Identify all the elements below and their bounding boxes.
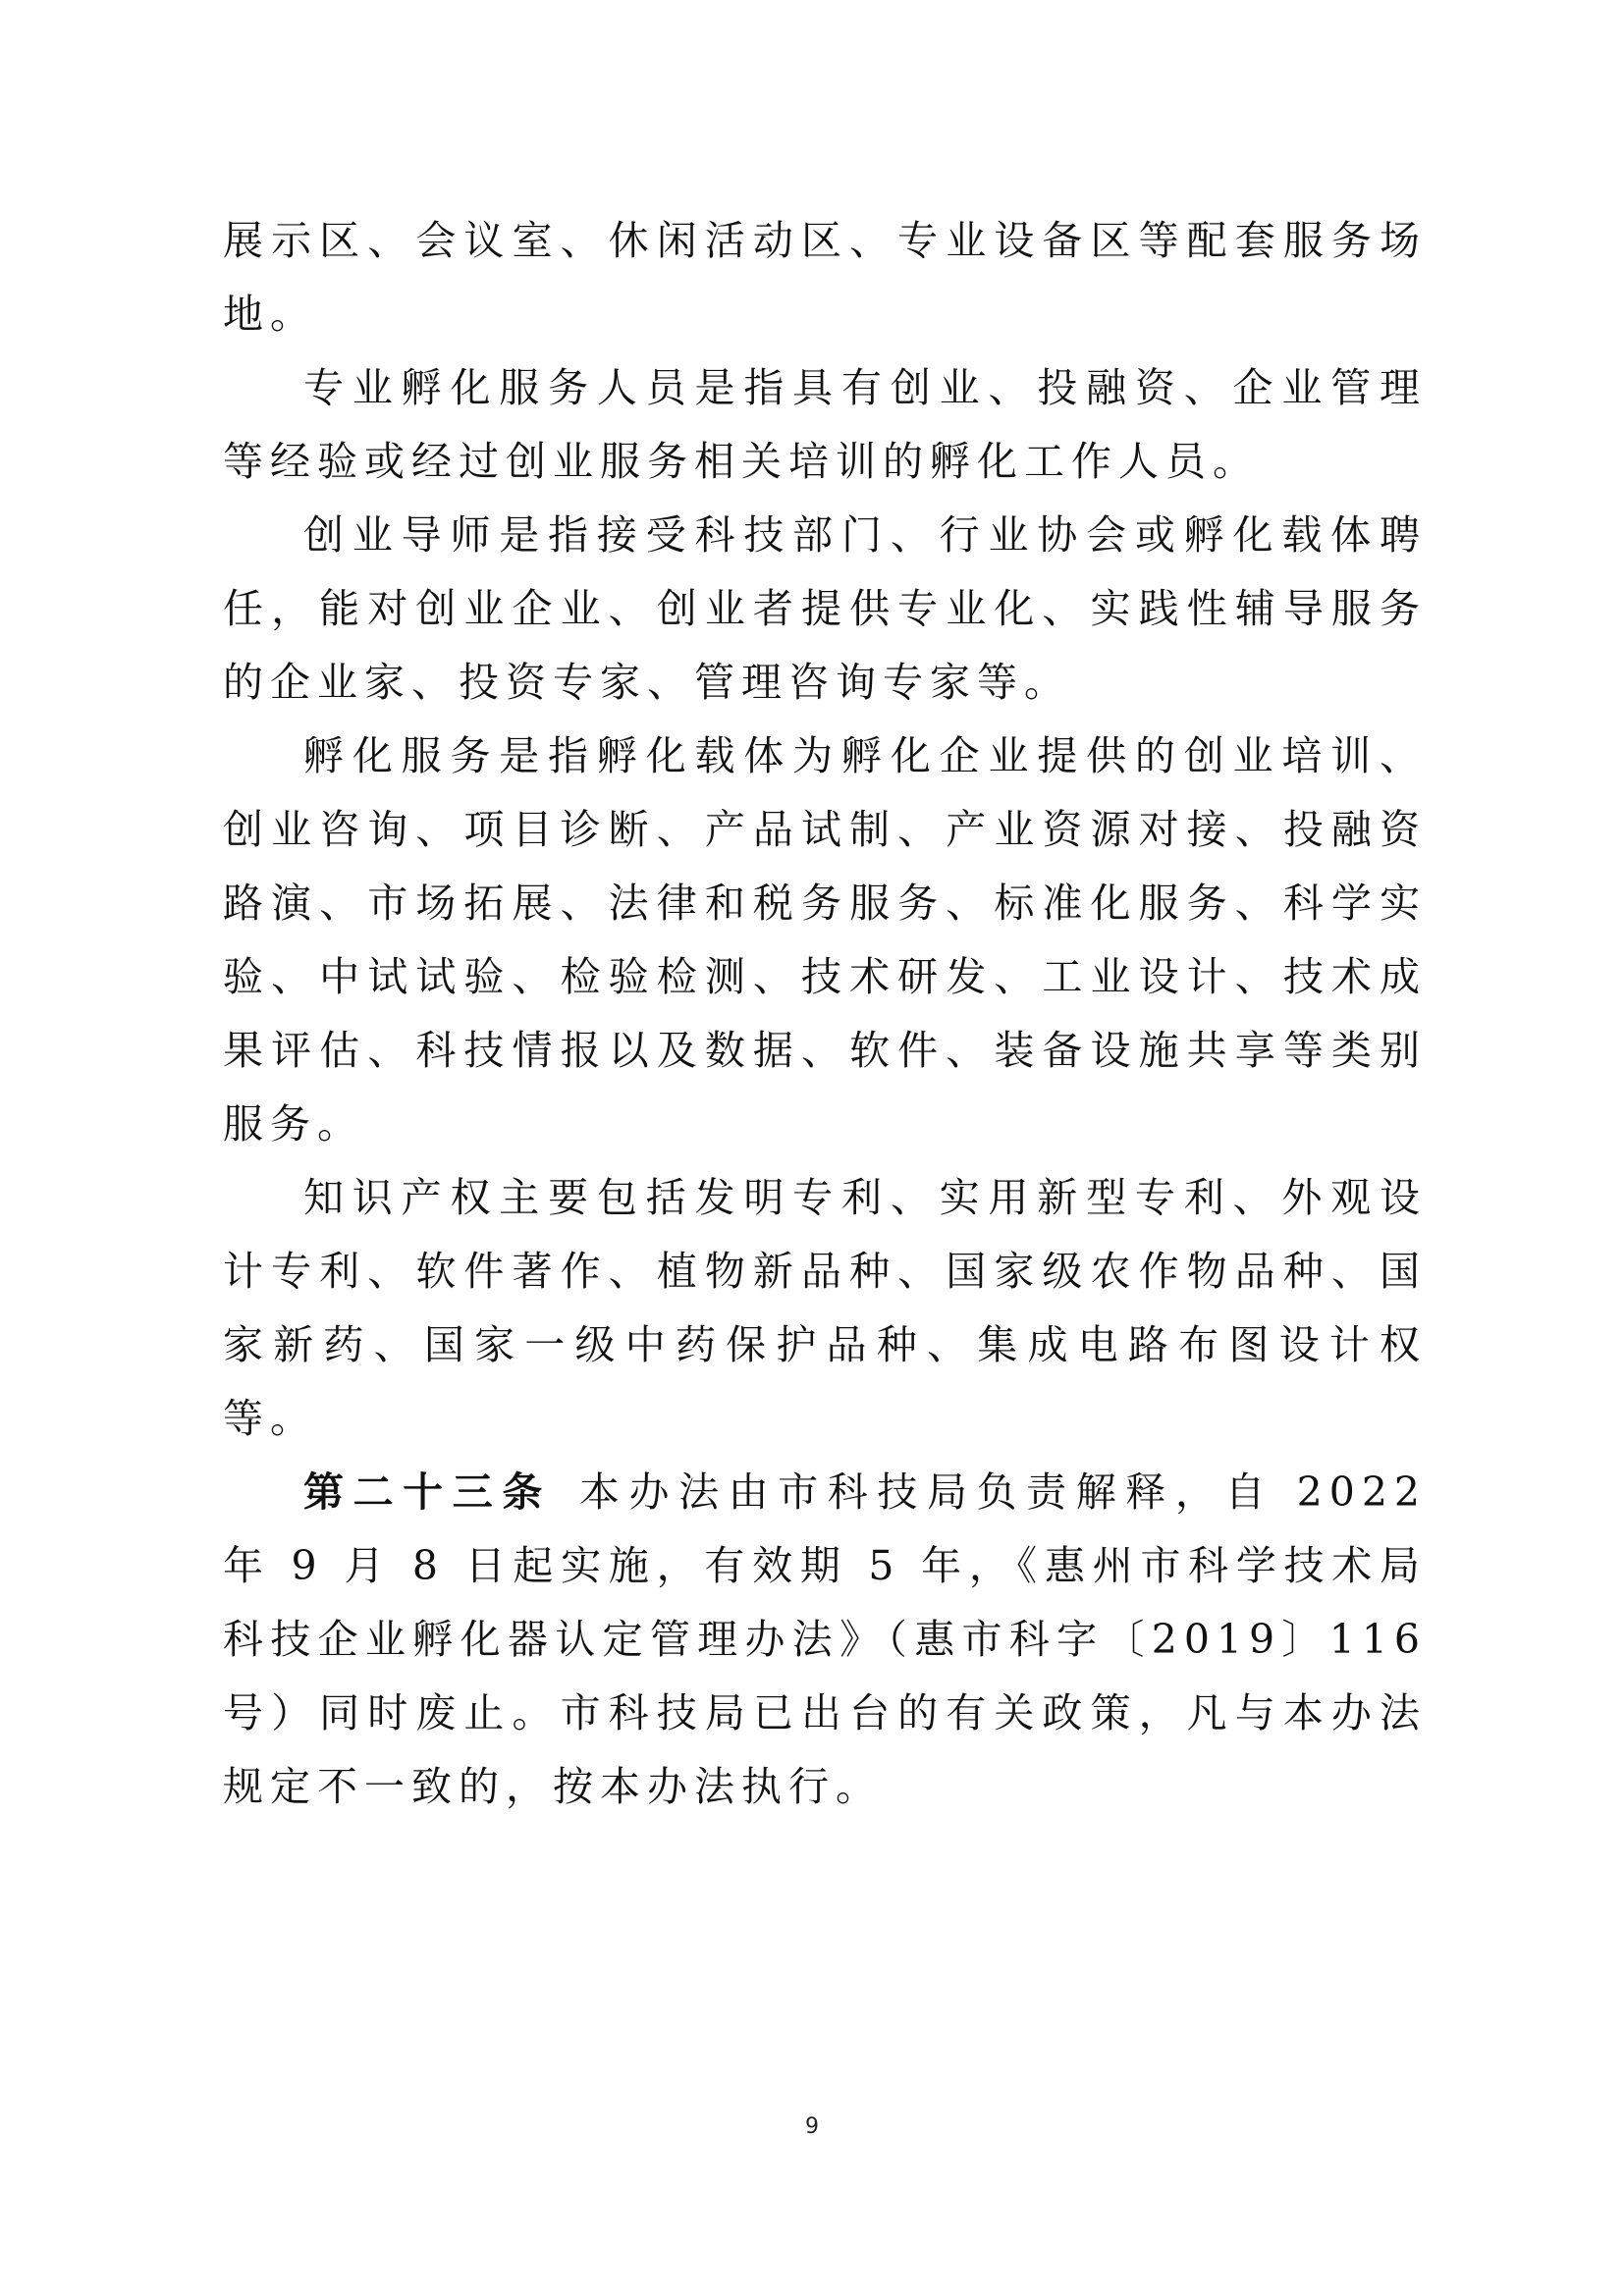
paragraph-startup-mentor: 创业导师是指接受科技部门、行业协会或孵化载体聘任，能对创业企业、创业者提供专业化、实践性辅导服务的企业家、投资专家、管理咨询专家等。: [223, 511, 1427, 706]
paragraph-continuation: 展示区、会议室、休闲活动区、专业设备区等配套服务场地。: [223, 217, 1427, 338]
article-23-paragraph: [223, 1456, 1427, 1824]
paragraph-intellectual-property: 知识产权主要包括发明专利、实用新型专利、外观设计专利、软件著作、植物新品种、国家级农作物品种、国家新药、国家一级中药保护品种、集成电路布图设计权等。: [223, 1174, 1427, 1442]
article-text: 本办法由市科技局负责解释，自 2022 年 9 月 8 日起实施，有效期 5 年，《惠州市科学技术局科技企业孵化器认定管理办法》（惠市科字〔2019〕116 号）同时废止。市科技局已出台的有关政策，凡与本办法规定不一致的，按本办法执行。: [223, 1468, 1427, 1810]
article-heading: 第二十三条: [303, 1468, 552, 1516]
paragraph-incubation-services: 孵化服务是指孵化载体为孵化企业提供的创业培训、创业咨询、项目诊断、产品试制、产业资源对接、投融资路演、市场拓展、法律和税务服务、标准化服务、科学实验、中试试验、检验检测、技术研发、工业设计、技术成果评估、科技情报以及数据、软件、装备设施共享等类别服务。: [223, 732, 1427, 1148]
document-body: [223, 204, 1427, 1824]
paragraph-incubation-staff: 专业孵化服务人员是指具有创业、投融资、企业管理等经验或经过创业服务相关培训的孵化工作人员。: [223, 364, 1427, 485]
page-number: 9: [805, 2114, 819, 2139]
